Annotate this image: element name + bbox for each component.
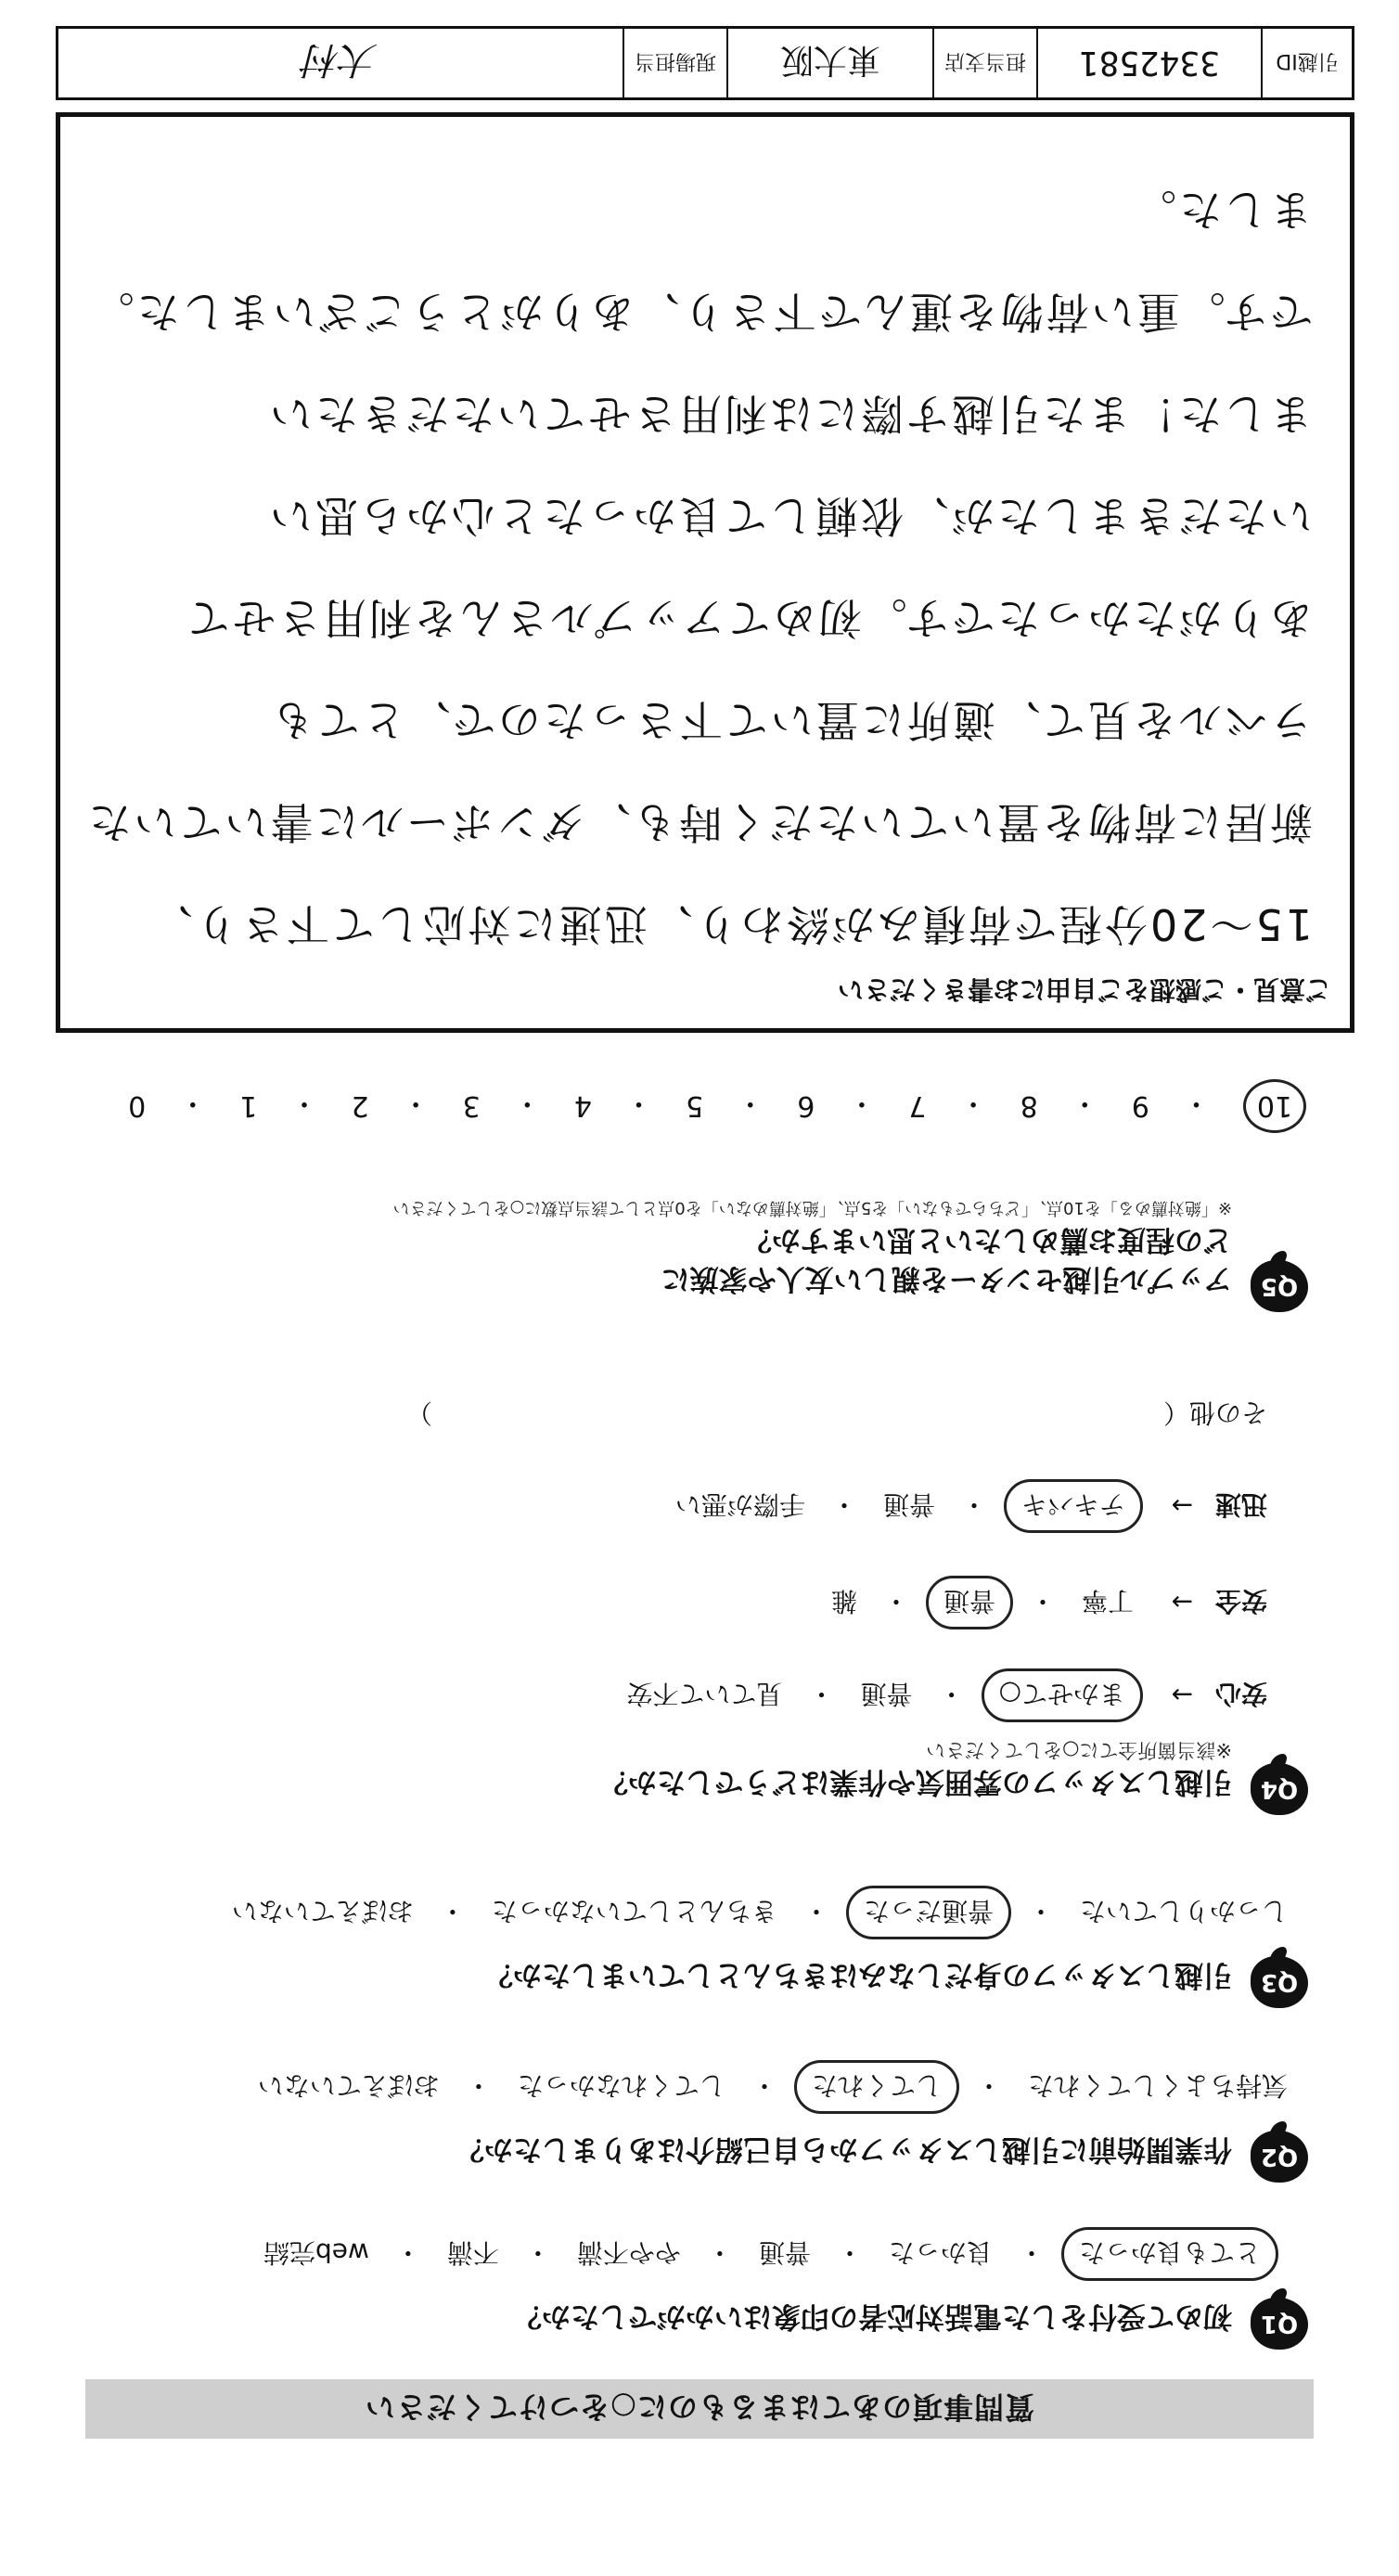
staff-label: 現場担当	[622, 29, 726, 97]
question-badge-icon: Q2	[1245, 2121, 1314, 2186]
q4-option[interactable]: 普通	[860, 1679, 913, 1709]
q1-option[interactable]: 良かった	[888, 2237, 993, 2268]
q3-option[interactable]: きちんとしていなかった	[491, 1896, 777, 1926]
q2-options: 気持ちよくしてくれた ・ してくれた ・ してくれなかった ・ おぼえていない	[249, 2060, 1297, 2114]
q3-options: しっかりしていた ・ 普通だった ・ きちんとしていなかった ・ おぼえていない	[223, 1886, 1297, 1939]
q5-scale: 10 ・ 9 ・ 8 ・ 7 ・ 6 ・ 5 ・ 4 ・ 3 ・ 2 ・ 1 ・ 0	[128, 1079, 1306, 1133]
question-badge-icon: Q4	[1245, 1754, 1314, 1819]
q2-option[interactable]: してくれなかった	[517, 2070, 725, 2101]
id-label: 引越ID	[1261, 29, 1352, 97]
row-label: 迅速	[1214, 1489, 1267, 1520]
scale-option[interactable]: 3	[462, 1089, 481, 1123]
arrow-right-icon: →	[1171, 1587, 1193, 1618]
comment-line: ありがたかったです。初めてアップルさんを利用させて	[184, 593, 1313, 643]
comment-line: いただきましたが、依頼して良かったと心から思い	[267, 491, 1313, 541]
comment-line: 新居に荷物を置いていただく時も、ダンボールに書いていた	[85, 797, 1313, 847]
scale-option[interactable]: 4	[573, 1089, 592, 1123]
branch-value: 東大阪	[726, 29, 932, 97]
scale-option[interactable]: 5	[686, 1089, 704, 1123]
scale-option[interactable]: 10	[1243, 1079, 1306, 1133]
q4-option[interactable]: テキパキ	[1004, 1479, 1143, 1533]
comment-box[interactable]	[56, 112, 1354, 1033]
comment-line: 15～20分程で荷積みが終わり、迅速に対応して下さり、	[147, 899, 1313, 949]
q4-other	[405, 1396, 1267, 1433]
q3-option[interactable]: しっかりしていた	[1079, 1896, 1288, 1926]
q1-option[interactable]: 不満	[446, 2237, 499, 2268]
question-badge-icon: Q5	[1245, 1251, 1314, 1316]
id-value: 3342581	[1036, 29, 1261, 97]
question-text: どの程度お薦めしたいと思いますか？	[743, 1223, 1232, 1256]
q4-row-jinsoku: 迅速 → テキパキ ・ 普通 ・ 手際が悪い	[666, 1479, 1267, 1533]
q4-option[interactable]: 手際が悪い	[674, 1489, 805, 1520]
q1-options: とても良かった ・ 良かった ・ 普通 ・ やや不満 ・ 不満 ・ web完結	[254, 2227, 1278, 2281]
comment-line: ました。	[1131, 185, 1313, 235]
question-note: ※「絶対薦める」を10点、「どちらでもない」を5点、「絶対薦めない」を0点として該当点数に○をしてください	[392, 1198, 1232, 1217]
scale-option[interactable]: 7	[908, 1089, 927, 1123]
row-label: 安心	[1214, 1679, 1267, 1709]
q4-option[interactable]: 見ていて不安	[626, 1679, 783, 1709]
comment-line: ました！また引越す際には利用させていただきたい	[267, 389, 1313, 439]
q3-option[interactable]: 普通だった	[846, 1886, 1011, 1939]
q4-option[interactable]: 普通	[882, 1489, 935, 1520]
branch-label: 担当支店	[932, 29, 1036, 97]
row-label: 安全	[1214, 1586, 1267, 1616]
q4-option[interactable]: 普通	[926, 1576, 1013, 1629]
record-table	[56, 26, 1354, 100]
comment-line: です。重い荷物を運んで下さり、ありがとうございました。	[88, 287, 1313, 337]
other-label: その他（	[1162, 1397, 1267, 1428]
q2-option[interactable]: おぼえていない	[257, 2070, 440, 2101]
scale-option[interactable]: 0	[128, 1089, 147, 1123]
question-note: ※該当箇所全てに○をしてください	[926, 1739, 1232, 1761]
scale-option[interactable]: 6	[797, 1089, 815, 1123]
q1-option[interactable]: やや不満	[576, 2237, 681, 2268]
q1-option[interactable]: web完結	[263, 2237, 369, 2268]
question-text: アップル引越センターを親しい友人や家族に	[661, 1262, 1232, 1295]
scale-option[interactable]: 9	[1131, 1089, 1149, 1123]
scale-option[interactable]: 1	[239, 1089, 258, 1123]
q4-option[interactable]: 雑	[830, 1586, 857, 1616]
other-close: ）	[405, 1397, 432, 1428]
staff-signature: 大村	[303, 38, 378, 82]
question-text: 初めて受付をした電話対応者の印象はいかがでしたか？	[513, 2299, 1232, 2333]
q2-option[interactable]: してくれた	[794, 2060, 959, 2114]
comment-line: ラベルを見て、適所に置いて下さったので、とても	[268, 695, 1313, 745]
q1-option[interactable]: とても良かった	[1061, 2227, 1278, 2281]
q4-row-anzen: 安全 → 丁寧 ・ 普通 ・ 雑	[822, 1576, 1267, 1629]
q4-option[interactable]: 丁寧	[1081, 1586, 1134, 1616]
arrow-right-icon: →	[1171, 1490, 1193, 1522]
q1-option[interactable]: 普通	[758, 2237, 811, 2268]
question-text: 引越しスタッフの雰囲気や作業はどうでしたか？	[599, 1765, 1232, 1798]
comment-heading: ご意見・ご感想をご自由にお書きください	[837, 974, 1331, 1005]
q3-option[interactable]: おぼえていない	[231, 1896, 414, 1926]
question-badge-icon: Q3	[1245, 1947, 1314, 2012]
arrow-right-icon: →	[1171, 1680, 1193, 1711]
instruction-banner: 質問事項のあてはまるものに○をつけてください	[85, 2379, 1314, 2439]
q4-row-anshin: 安心 → まかせて○ ・ 普通 ・ 見ていて不安	[618, 1668, 1268, 1722]
scale-option[interactable]: 8	[1020, 1089, 1038, 1123]
question-badge-icon: Q1	[1245, 2288, 1314, 2353]
question-text: 作業開始前に引越しスタッフから自己紹介はありましたか？	[456, 2132, 1232, 2166]
q4-option[interactable]: まかせて○	[982, 1668, 1143, 1722]
question-text: 引越しスタッフの身だしなみはきちんとしていましたか？	[484, 1958, 1232, 1991]
q2-option[interactable]: 気持ちよくしてくれた	[1027, 2070, 1288, 2101]
scale-option[interactable]: 2	[351, 1089, 369, 1123]
